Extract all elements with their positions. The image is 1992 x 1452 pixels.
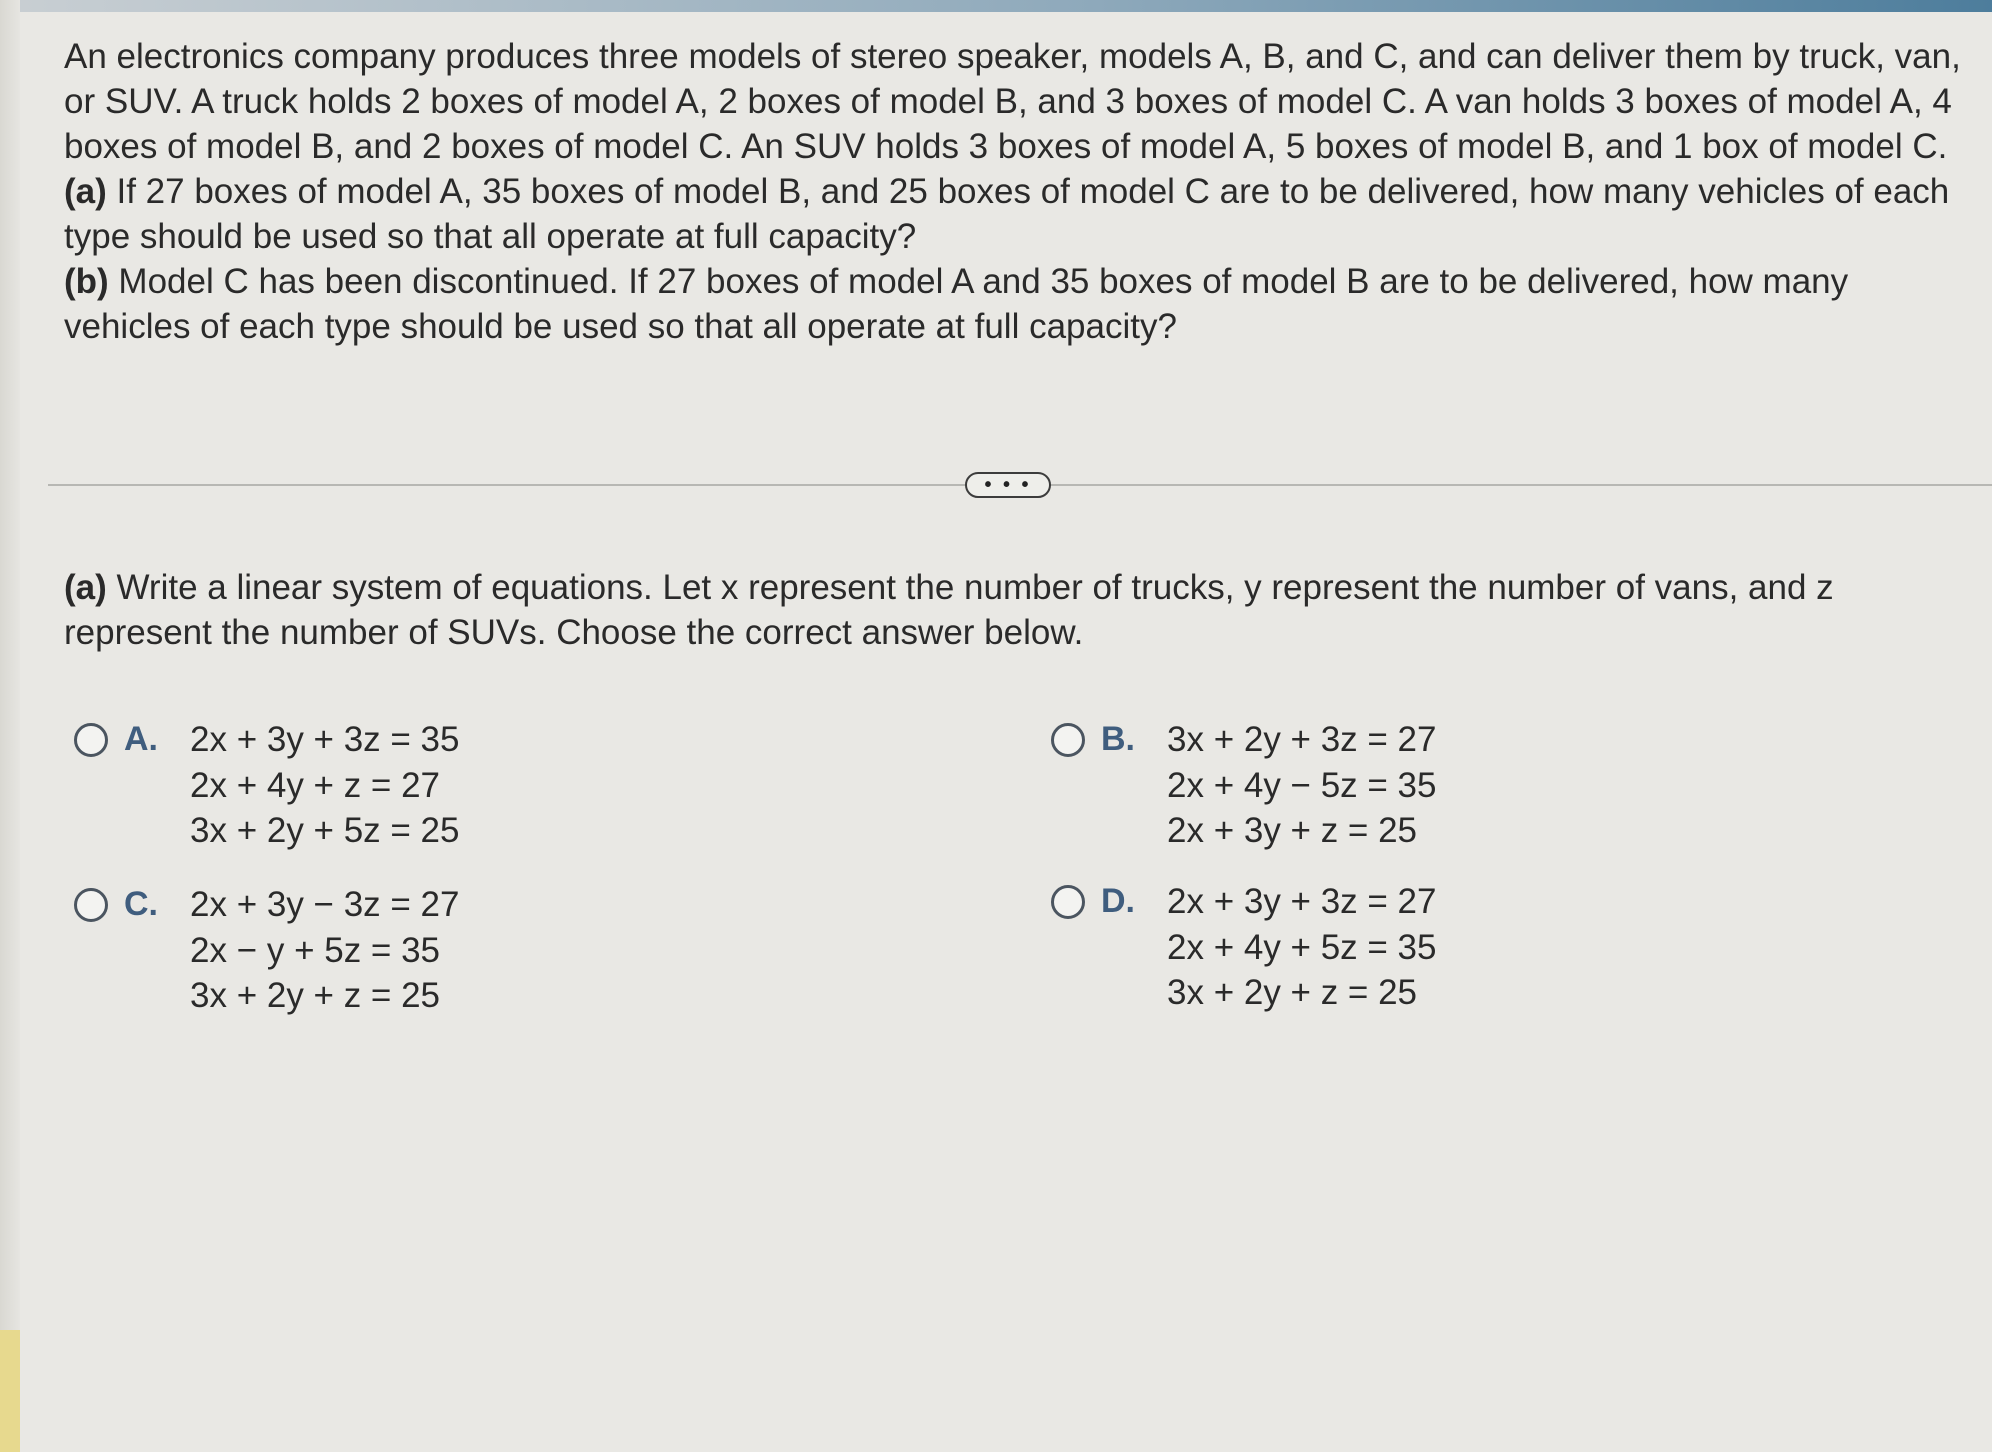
equation: 2x + 3y + z = 25 [1167,811,1418,850]
equation: 2x + 3y + 3z = 35 [190,720,460,759]
radio-button-a[interactable] [74,723,108,757]
problem-part-b [64,259,1964,349]
equation: 2x + 3y + 3z = 27 [1167,882,1437,921]
problem-part-a [64,169,1964,259]
equation-system-c [190,882,460,1019]
option-letter-b: B. [1101,720,1135,758]
equation: 2x − y + 5z = 35 [190,930,441,970]
answer-option-d[interactable] [1051,879,1437,1016]
equation-system-b [1167,717,1437,854]
answer-option-c[interactable] [74,882,460,1019]
equation: 3x + 2y + 3z = 27 [1167,720,1437,759]
part-a-text: If 27 boxes of model A, 35 boxes of model B, and 25 boxes of model C are to be delivered, how many vehicles of each type should be used so that all operate at full capacity? [64,172,1950,256]
problem-intro: An electronics company produces three models of stereo speaker, models A, B, and C, and can deliver them by truck, van, or SUV. A truck holds 2 boxes of model A, 2 boxes of model B, and 3 boxes of model C. A van holds 3 boxes of model A, 4 boxes of model B, and 2 boxes of model C. An SUV holds 3 boxes of model A, 5 boxes of model B, and 1 box of model C. [64,37,1961,166]
edge-highlight [0,1330,20,1452]
equation: 3x + 2y + z = 25 [1167,973,1418,1012]
part-a-label: (a) [64,172,107,211]
option-letter-a: A. [124,720,158,758]
equation-system-d [1167,879,1437,1016]
part-b-label: (b) [64,262,109,301]
question-label: (a) [64,568,107,607]
answer-option-b[interactable] [1051,717,1437,854]
equation: 2x + 4y + z = 27 [190,765,441,805]
equation-system-a [190,717,460,854]
option-letter-d: D. [1101,882,1135,920]
problem-statement [64,34,1964,349]
equation: 2x + 4y − 5z = 35 [1167,765,1437,805]
equation: 3x + 2y + z = 25 [190,976,441,1015]
question-prompt [64,565,1944,655]
part-b-text: Model C has been discontinued. If 27 boxes of model A and 35 boxes of model B are to be delivered, how many vehicles of each type should be used so that all operate at full capacity? [64,262,1849,346]
equation: 2x + 4y + 5z = 35 [1167,927,1437,967]
question-text: Write a linear system of equations. Let x represent the number of trucks, y represent the number of vans, and z represent the number of SUVs. Choose the correct answer below. [64,568,1834,652]
radio-button-d[interactable] [1051,885,1085,919]
option-letter-c: C. [124,885,158,923]
radio-button-c[interactable] [74,888,108,922]
equation: 2x + 3y − 3z = 27 [190,885,460,924]
expand-more-button[interactable]: • • • [965,472,1051,498]
top-bar [0,0,1992,12]
left-edge-strip [0,0,20,1452]
answer-option-a[interactable] [74,717,460,854]
radio-button-b[interactable] [1051,723,1085,757]
equation: 3x + 2y + 5z = 25 [190,811,460,850]
